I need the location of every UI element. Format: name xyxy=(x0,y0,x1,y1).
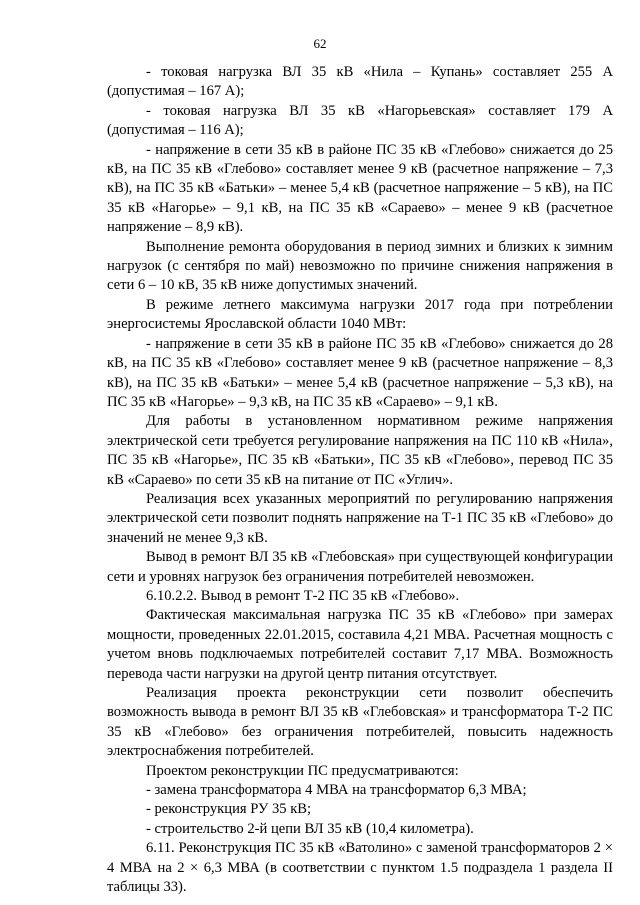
body-text xyxy=(107,63,613,897)
paragraph-voltage-summer: - напряжение в сети 35 кВ в районе ПС 35 кВ «Глебово» снижается до 28 кВ, на ПС 35 кВ «Глебово» составляет менее 9 кВ (расчетное напряжение – 8,3 кВ), на ПС 35 кВ «Батьки» – менее 5,4 кВ (расчетное напряжение – 5,3 кВ), на ПС 35 кВ «Нагорье» – 9,3 кВ, на ПС 35 кВ «Сараево» – 9,1 кВ. xyxy=(107,335,613,410)
paragraph-measures-result: Реализация всех указанных мероприятий по регулированию напряжения электрической сети позволит поднять напряжение на Т-1 ПС 35 кВ «Глебово» до значений не менее 9,3 кВ. xyxy=(107,490,613,546)
paragraph-current-load-nila-kupan: - токовая нагрузка ВЛ 35 кВ «Нила – Купань» составляет 255 А (допустимая – 167 А); xyxy=(107,64,613,100)
paragraph-project-realization: Реализация проекта реконструкции сети позволит обеспечить возможность вывода в ремонт ВЛ 35 кВ «Глебовская» и трансформатора Т-2 ПС 35 кВ «Глебово» без ограничения потребителей, повысить надежность электроснабжения потребителей. xyxy=(107,685,613,760)
section-heading-6-10-2-2: 6.10.2.2. Вывод в ремонт Т-2 ПС 35 кВ «Глебово». xyxy=(146,587,460,604)
paragraph-normative-regime: Для работы в установленном нормативном режиме напряжения электрической сети требуется регулирование напряжения на ПС 110 кВ «Нила», ПС 35 кВ «Нагорье», ПС 35 кВ «Батьки», ПС 35 кВ «Глебово», перевод ПС 35 кВ «Сараево» по сети 35 кВ на питание от ПС «Углич». xyxy=(107,413,613,488)
paragraph-project-includes: Проектом реконструкции ПС предусматриваются: xyxy=(146,762,459,779)
page-number: 62 xyxy=(313,36,327,51)
list-item-ru-reconstruction: - реконструкция РУ 35 кВ; xyxy=(146,801,312,818)
paragraph-current-load-nagorievskaya: - токовая нагрузка ВЛ 35 кВ «Нагорьевская» составляет 179 А (допустимая – 116 А); xyxy=(107,102,613,139)
list-item-transformer-replacement: - замена трансформатора 4 МВА на трансформатор 6,3 МВА; xyxy=(146,782,527,799)
paragraph-repair-line-impossible: Вывод в ремонт ВЛ 35 кВ «Глебовская» при существующей конфигурации сети и уровнях нагрузок без ограничения потребителей невозможен. xyxy=(107,549,613,585)
paragraph-actual-load: Фактическая максимальная нагрузка ПС 35 кВ «Глебово» при замерах мощности, проведенных 22.01.2015, составила 4,21 МВА. Расчетная мощность с учетом вновь подключаемых потребителей составит 7,17 МВА. Возможность перевода части нагрузки на другой центр питания отсутствует. xyxy=(107,607,613,682)
paragraph-voltage-winter: - напряжение в сети 35 кВ в районе ПС 35 кВ «Глебово» снижается до 25 кВ, на ПС 35 кВ «Глебово» составляет менее 9 кВ (расчетное напряжение – 7,3 кВ), на ПС 35 кВ «Батьки» – менее 5,4 кВ (расчетное напряжение – 5 кВ), на ПС 35 кВ «Нагорье» – 9,1 кВ, на ПС 35 кВ «Сараево» – менее 9 кВ (расчетное напряжение – 8,9 кВ). xyxy=(107,141,613,236)
paragraph-repair-winter: Выполнение ремонта оборудования в период зимних и близких к зимним нагрузок (с сентября по май) невозможно по причине снижения напряжения в сети 6 – 10 кВ, 35 кВ ниже допустимых значений. xyxy=(107,238,613,294)
paragraph-summer-maximum: В режиме летнего максимума нагрузки 2017 года при потреблении энергосистемы Ярославской области 1040 МВт: xyxy=(107,296,613,333)
section-heading-6-11: 6.11. Реконструкция ПС 35 кВ «Ватолино» с заменой трансформаторов 2 × 4 МВА на 2 × 6,3 МВА (в соответствии с пунктом 1.5 подраздела 1 раздела II таблицы 33). xyxy=(107,840,613,896)
list-item-second-circuit: - строительство 2-й цепи ВЛ 35 кВ (10,4 километра). xyxy=(146,820,474,837)
